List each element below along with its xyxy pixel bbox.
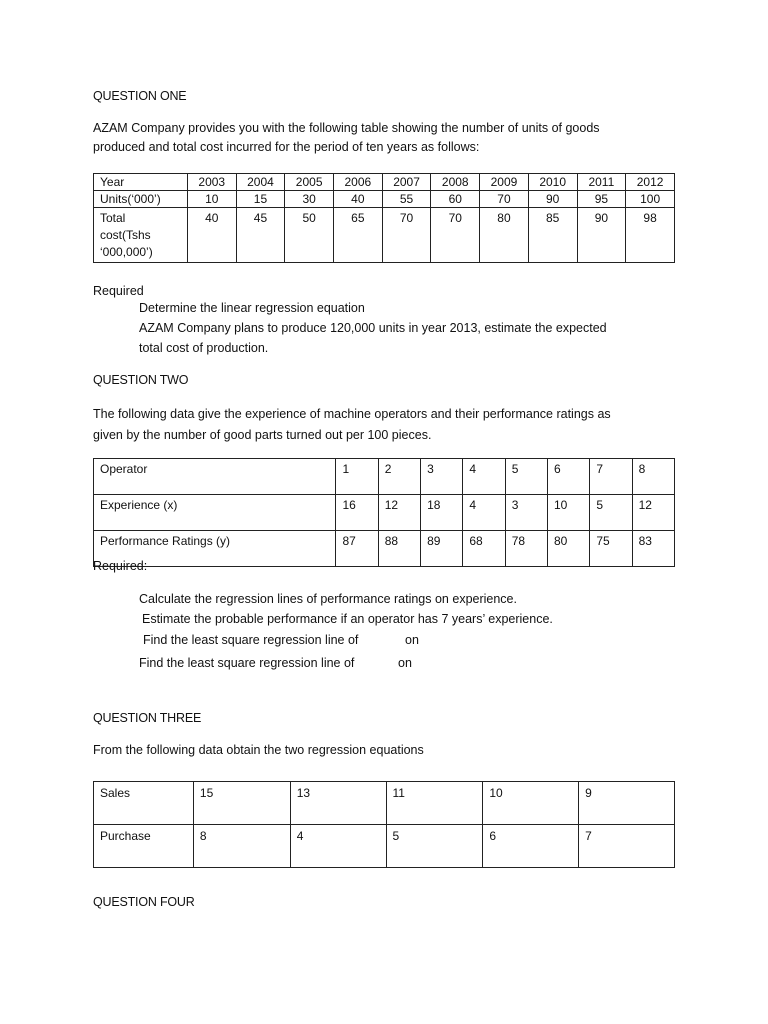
cost-cell: 98 bbox=[626, 208, 675, 263]
q2-intro-line1: The following data give the experience of machine operators and their performance ratings as bbox=[93, 407, 611, 421]
cost-cell: 40 bbox=[187, 208, 236, 263]
units-cell: 10 bbox=[187, 191, 236, 208]
q4-heading: QUESTION FOUR bbox=[93, 895, 195, 909]
purchase-cell: 6 bbox=[483, 825, 579, 868]
operator-cell: 6 bbox=[548, 459, 590, 495]
sales-cell: 11 bbox=[386, 782, 483, 825]
operator-cell: 8 bbox=[632, 459, 674, 495]
q1-required-label: Required bbox=[93, 284, 144, 298]
q1-intro bbox=[93, 119, 600, 157]
sales-cell: 13 bbox=[290, 782, 386, 825]
rating-cell: 80 bbox=[548, 531, 590, 567]
cost-cell: 50 bbox=[285, 208, 334, 263]
q1-table bbox=[93, 173, 675, 263]
q2-req2: Estimate the probable performance if an operator has 7 years’ experience. bbox=[142, 612, 553, 626]
operator-cell: 3 bbox=[421, 459, 463, 495]
row-label-total-line2: cost(Tshs bbox=[100, 228, 151, 242]
rating-cell: 87 bbox=[336, 531, 378, 567]
units-cell: 100 bbox=[626, 191, 675, 208]
experience-cell: 18 bbox=[421, 495, 463, 531]
units-cell: 40 bbox=[334, 191, 383, 208]
q1-intro-line2: produced and total cost incurred for the period of ten years as follows: bbox=[93, 140, 480, 154]
operator-cell: 7 bbox=[590, 459, 632, 495]
rating-cell: 88 bbox=[378, 531, 420, 567]
units-cell: 70 bbox=[480, 191, 529, 208]
q2-req4-a: Find the least square regression line of bbox=[139, 656, 355, 670]
year-cell: 2005 bbox=[285, 174, 334, 191]
cost-cell: 70 bbox=[431, 208, 480, 263]
year-cell: 2010 bbox=[528, 174, 577, 191]
sales-cell: 9 bbox=[579, 782, 675, 825]
purchase-cell: 8 bbox=[193, 825, 290, 868]
rating-cell: 78 bbox=[505, 531, 547, 567]
experience-cell: 12 bbox=[378, 495, 420, 531]
q2-intro-line2: given by the number of good parts turned out per 100 pieces. bbox=[93, 428, 432, 442]
table-row bbox=[94, 174, 675, 191]
row-label-year: Year bbox=[94, 174, 188, 191]
row-label-sales: Sales bbox=[94, 782, 194, 825]
experience-cell: 5 bbox=[590, 495, 632, 531]
q1-req2 bbox=[139, 319, 607, 358]
rating-cell: 75 bbox=[590, 531, 632, 567]
experience-cell: 12 bbox=[632, 495, 674, 531]
sales-cell: 10 bbox=[483, 782, 579, 825]
rating-cell: 83 bbox=[632, 531, 674, 567]
purchase-cell: 4 bbox=[290, 825, 386, 868]
row-label-ratings: Performance Ratings (y) bbox=[94, 531, 336, 567]
operator-cell: 1 bbox=[336, 459, 378, 495]
operator-cell: 2 bbox=[378, 459, 420, 495]
q2-intro bbox=[93, 404, 611, 446]
table-row bbox=[94, 459, 675, 495]
experience-cell: 3 bbox=[505, 495, 547, 531]
experience-cell: 4 bbox=[463, 495, 505, 531]
cost-cell: 70 bbox=[382, 208, 431, 263]
row-label-operator: Operator bbox=[94, 459, 336, 495]
experience-cell: 10 bbox=[548, 495, 590, 531]
experience-cell: 16 bbox=[336, 495, 378, 531]
purchase-cell: 7 bbox=[579, 825, 675, 868]
units-cell: 55 bbox=[382, 191, 431, 208]
purchase-cell: 5 bbox=[386, 825, 483, 868]
units-cell: 30 bbox=[285, 191, 334, 208]
table-row bbox=[94, 208, 675, 263]
units-cell: 15 bbox=[236, 191, 285, 208]
year-cell: 2008 bbox=[431, 174, 480, 191]
q1-req1: Determine the linear regression equation bbox=[139, 301, 365, 315]
year-cell: 2007 bbox=[382, 174, 431, 191]
q2-heading: QUESTION TWO bbox=[93, 373, 189, 387]
year-cell: 2011 bbox=[577, 174, 626, 191]
row-label-purchase: Purchase bbox=[94, 825, 194, 868]
row-label-total-line3: ‘000,000’) bbox=[100, 245, 153, 259]
units-cell: 90 bbox=[528, 191, 577, 208]
year-cell: 2006 bbox=[334, 174, 383, 191]
row-label-total-cost bbox=[94, 208, 188, 263]
q1-intro-line1: AZAM Company provides you with the following table showing the number of units of goods bbox=[93, 121, 600, 135]
q1-req2-line1: AZAM Company plans to produce 120,000 units in year 2013, estimate the expected bbox=[139, 321, 607, 335]
row-label-total-line1: Total bbox=[100, 211, 126, 225]
operator-cell: 4 bbox=[463, 459, 505, 495]
table-row bbox=[94, 825, 675, 868]
q3-table bbox=[93, 781, 675, 868]
row-label-experience: Experience (x) bbox=[94, 495, 336, 531]
operator-cell: 5 bbox=[505, 459, 547, 495]
cost-cell: 45 bbox=[236, 208, 285, 263]
q2-req4-b: on bbox=[398, 656, 412, 670]
table-row bbox=[94, 191, 675, 208]
cost-cell: 80 bbox=[480, 208, 529, 263]
table-row bbox=[94, 782, 675, 825]
cost-cell: 65 bbox=[334, 208, 383, 263]
units-cell: 60 bbox=[431, 191, 480, 208]
table-row bbox=[94, 531, 675, 567]
q2-req3-a: Find the least square regression line of bbox=[143, 633, 359, 647]
year-cell: 2003 bbox=[187, 174, 236, 191]
year-cell: 2012 bbox=[626, 174, 675, 191]
rating-cell: 68 bbox=[463, 531, 505, 567]
sales-cell: 15 bbox=[193, 782, 290, 825]
q2-req3-b: on bbox=[405, 633, 419, 647]
q1-heading: QUESTION ONE bbox=[93, 89, 187, 103]
row-label-units: Units(‘000’) bbox=[94, 191, 188, 208]
q2-table bbox=[93, 458, 675, 567]
q1-req2-line2: total cost of production. bbox=[139, 341, 269, 355]
units-cell: 95 bbox=[577, 191, 626, 208]
q2-required-label: Required: bbox=[93, 559, 148, 573]
cost-cell: 85 bbox=[528, 208, 577, 263]
table-row bbox=[94, 495, 675, 531]
q3-intro: From the following data obtain the two regression equations bbox=[93, 743, 424, 757]
q3-heading: QUESTION THREE bbox=[93, 711, 202, 725]
year-cell: 2004 bbox=[236, 174, 285, 191]
q2-req1: Calculate the regression lines of performance ratings on experience. bbox=[139, 592, 517, 606]
rating-cell: 89 bbox=[421, 531, 463, 567]
cost-cell: 90 bbox=[577, 208, 626, 263]
year-cell: 2009 bbox=[480, 174, 529, 191]
